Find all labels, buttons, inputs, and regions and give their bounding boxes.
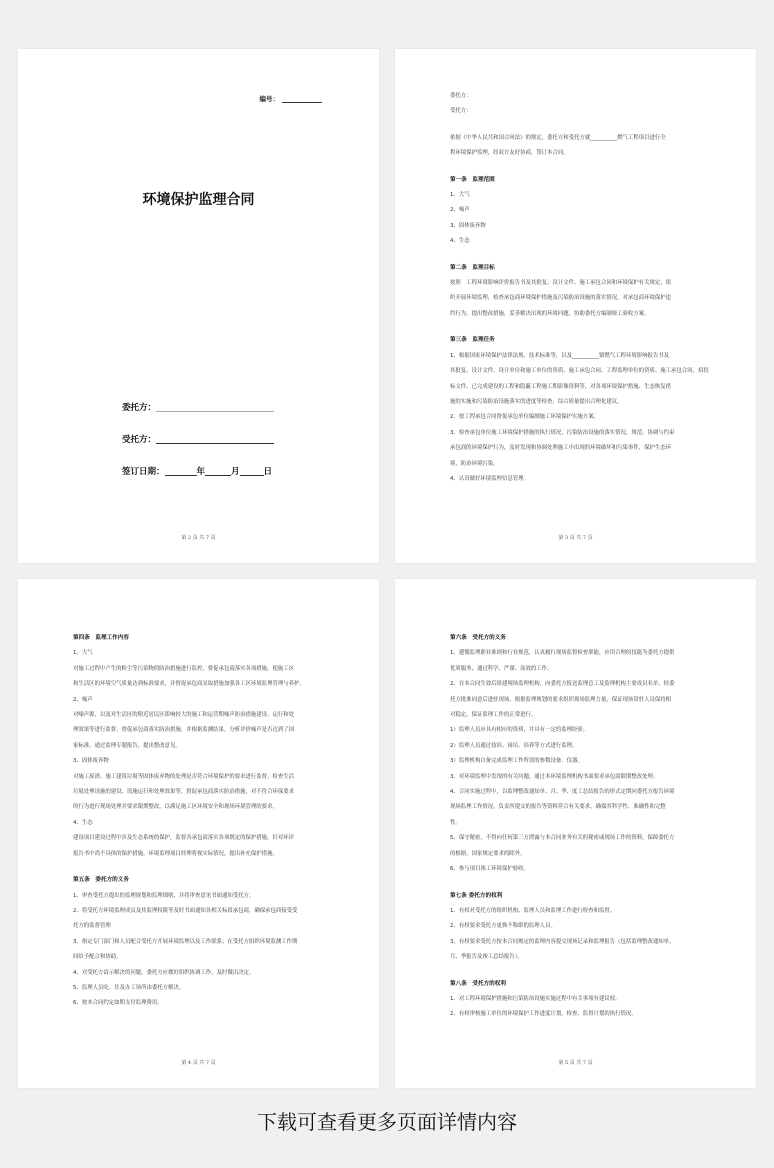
body-line: 3）监理机构自备完成监理工作所需的参数设备、仪器。 [450,758,583,765]
body-line: 1、审查受托方提出的监理规划和监理细则，并将审查意见书面通知受托方。 [73,892,255,899]
document-page-4 [395,579,756,1088]
download-more-banner: 下载可查看更多页面详情内容 [257,1110,517,1134]
body-line: 2、按工程承包合同督促承包单位编制施工环境保护实施方案。 [450,414,599,421]
paragraph-gap [450,250,705,261]
article-heading: 第五条 委托方的义务 [73,877,129,884]
body-line: 程环境保护监理，经双方友好协商，签订本合同。 [450,150,569,157]
body-line: 3、指定专门部门和人员配合受托方开展环境监理以及工作联系；在受托方组织环境监测工作期 [73,938,298,945]
body-line: 4、认真做好环境监理信息管理。 [450,475,529,482]
page-footer: 第 5 页 共 7 页 [558,1060,593,1066]
body-line: 报告书中尚不具体的保护措施，环境监理项目经理将视实际情况，提出补充保护措施。 [73,850,278,857]
body-line: 对施工废渣、施工建筑垃圾等固体废弃物的处理是否符合环境保护的要求进行监督，检查生活 [73,773,295,780]
contractor-field: 受托方： [122,433,274,445]
article-heading: 第八条 受托方的权利 [450,980,506,987]
paragraph-gap [450,162,705,173]
body-line: 2、有权要求受托方更换不称职的监理人员。 [450,923,556,930]
document-page-2 [395,49,756,563]
body-line: 其批复、设计文件、设计单位和施工单位的资质、施工承包合同、工程监理单位的资质、施工承包合同、招投 [450,368,709,375]
article-heading: 第一条 监理范围 [450,176,495,183]
body-line: 的行为进行现场处理并要求限期整改，以满足施工区环境安全和现场环境管理的要求。 [73,804,278,811]
body-line: 2、在本合同生效后组建现场监理机构，向委托方报送监理总工及监理机构主要成员名单，经委 [450,681,675,688]
body-line: 承包商的环境保护行为，及时发现和协调处理施工中出现的环境破坏和污染事件，保护生态环 [450,445,672,452]
paragraph-gap [450,322,705,333]
article-heading: 第七条 委托方的权利 [450,892,503,899]
body-line: 3、检查承包单位施工环境保护措施的执行情况，污染防治设施的落实情况，规范、协调与约束 [450,429,675,436]
body-line: 对稳定，保证监理工作的正常进行。 [450,712,537,719]
body-line: 委托方： [450,93,472,99]
body-line: 1、大气 [73,650,93,657]
contract-number-field: 编号： [260,94,323,103]
body-line: 性。 [450,819,461,826]
body-line: 家标准，通过监理专题报告，提出整改意见。 [73,742,181,749]
body-line: 4、合同实施过程中，以监理整改通知单、月、季、度工总结报告的形式定期向委托方报告环境 [450,789,675,796]
paragraph-gap [450,120,705,131]
body-line: 月、季报告及竣工总结报告）。 [450,954,523,961]
body-line: 现场监理工作情况，负责所提交的报告等资料符合有关要求，确保其科学性、准确性和完整 [450,804,666,811]
body-line: 2、有权审核施工单位的环境保护工作进度计划，检查、监督计划的执行情况。 [450,1011,637,1018]
page-footer: 第 4 页 共 7 页 [181,1060,216,1066]
body-line: 对噪声源，以及对生活区的附近居民区影响较大的施工和运营期噪声防治措施建设、运行和处 [73,712,295,719]
body-line: 2、噪声 [73,696,93,703]
page-4-body [450,631,705,1023]
body-line: 境，防治环境污染。 [450,460,499,467]
body-line: 1）监理人员应具有相应的资质，并具有一定的监理经验。 [450,727,589,734]
body-line: 1、遵循监理职业准则和行业规范，认真履行现场监督检查职能，应用合理的技能为委托方提供 [450,650,675,657]
body-line: 间给予配合和协助。 [73,954,122,961]
body-line: 和生活区的环境空气质量达到标准要求，并督促承包商采取措施加强各工区环境监理管理与养护。 [73,681,305,688]
page-3-body [73,631,328,1012]
client-field: 委托方： [122,401,274,413]
body-line: 标文件、已完成建设的工程和隐蔽工程施工期影像资料等，对各项环境保护措施、生态恢复措 [450,383,672,390]
contractor-blank-line [156,443,274,444]
body-line: 2）监理人员通过技培、岗培、培养等方式进行监理。 [450,742,578,749]
body-line: 1、有权对受托方的组织机构、监理人员和监理工作进行检查和监督。 [450,907,616,914]
body-line: 优质服务，通过科学、严谨、高效的工作。 [450,665,553,672]
body-line: 6、按本合同约定如期支付监理费用。 [73,1000,163,1007]
sign-date-field: 签订日期： 年 月 日 [122,467,273,477]
body-line: 4、生态 [73,819,93,826]
body-line: 1、大气 [450,192,470,199]
article-heading: 第二条 监理目标 [450,264,495,271]
body-line: 1、对工程环境保护措施和污染防治设施实施过程中有关事项有建议权。 [450,995,621,1002]
body-line: 5、监理人员吃、住及办工场所由委托方解决。 [73,984,185,991]
body-line: 3、对环境监理中发现的有关问题，通过本环境监理机构书面要求承包商限期整改处理。 [450,773,659,780]
body-line: 2、将受托方环境监理成员及其监理权限等及时书面通知各相关标段承包商，确保承包商接受受 [73,907,298,914]
body-line: 理效果等进行监督，督促承包商落实防治措施，并根据监测结果，分析评价噪声是否达到了国 [73,727,295,734]
body-line: 垃圾处理设施的建设、设施运行和处理效果等，督促承包商落实防治措施，对不符合环保要求 [73,789,295,796]
body-line: 依据《中华人民共和国合同法》的规定，委托方和受托方就__________燃气工程项目进行全 [450,134,666,141]
body-line: 建设项目建设过程中涉及生态系统的保护，监督各承包商落实各项既定的保护措施，针对环评 [73,835,295,842]
article-heading: 第六条 受托方的义务 [450,635,506,641]
paragraph-gap [450,878,705,889]
body-line: 3、固体废弃物 [450,222,486,229]
article-heading: 第四条 监理工作内容 [73,635,129,641]
body-line: 约行为，提出整改措施，妥善解决出现的环境问题，协助委托方编制竣工验收方案。 [450,310,650,317]
paragraph-gap [450,966,705,977]
body-line: 的根据，国家规定要求的除外。 [450,850,526,857]
body-line: 3、有权要求受托方按本合同规定的监理内容提交现场记录和监理报告（包括监理整改通知单、 [450,938,675,945]
body-line: 按照 工程环境影响评价报告书及其批复、设计文件、施工承包合同和环境保护有关规定，组 [450,280,672,287]
body-line: 托方批准同意后进驻现场。根据监理规划的要求组织现场监理力量，保证现场常驻人员保持相 [450,696,672,703]
body-line: 托方的监督管理 [73,923,111,930]
body-line: 5、保守秘密，不得向任何第三方泄露与本合同业务有关的秘密或现场工作的资料，保障委托方 [450,835,675,842]
article-heading: 第三条 监理任务 [450,337,495,344]
body-line: 对施工过程中产生的粉尘等污染物的防治措施进行监控，督促承包商落实各项措施，使施工区 [73,665,295,672]
page-2-body [450,89,709,487]
body-line: 4、对受托方请示解决的问题，委托方应做好组织协调工作，及时做出决定。 [73,969,255,976]
body-line: 6、参与项目竣工环境保护验收。 [450,866,529,873]
document-page-3 [18,579,379,1088]
number-blank-line [282,102,322,103]
body-line: 4、生态 [450,238,470,245]
document-page-cover [18,49,379,563]
body-line: 1、根据国家环境保护法律法规、技术标准等，以及__________镇燃气工程环境影响报告书及 [450,352,670,359]
document-title: 环境保护监理合同 [142,192,255,208]
body-line: 受托方： [450,108,472,115]
client-blank-line [156,411,274,412]
body-line: 3、固体废弃物 [73,758,109,765]
body-line: 施的实施和污染防治设施落实的进度等检查，综合质量提出合理化建议。 [450,398,623,405]
paragraph-gap [73,862,328,873]
body-line: 织开展环境监理，检查承包商环境保护措施及污染防治设施的落实情况，对承包商环境保护违 [450,295,672,302]
page-footer: 第 2 页 共 7 页 [181,535,216,541]
page-footer: 第 3 页 共 7 页 [558,535,593,541]
body-line: 2、噪声 [450,207,470,214]
